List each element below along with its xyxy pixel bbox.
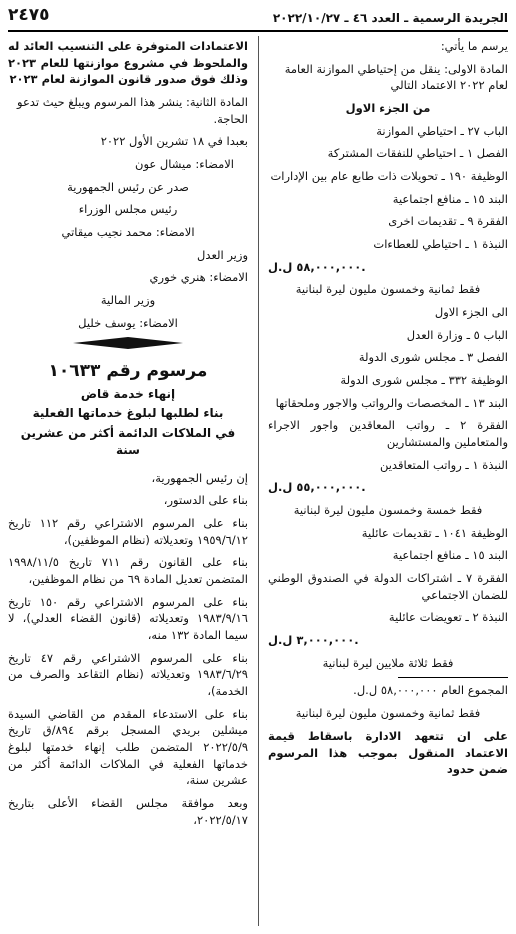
- paragraph: على ان تتعهد الادارة باسقاط قيمة الاعتماد المنقول بموجب هذا المرسوم ضمن حدود: [268, 728, 508, 777]
- paragraph: الامضاء: يوسف خليل: [78, 315, 178, 330]
- paragraph: بناء على المرسوم الاشتراعي رقم ١١٢ تاريخ ١٩٥٩/٦/١٢ وتعديلاته (نظام الموظفين)،: [8, 515, 248, 547]
- paragraph: فقط ثلاثة ملايين ليرة لبنانية: [322, 655, 454, 670]
- previous-decree-end: [8, 38, 248, 331]
- right-column: [268, 38, 508, 784]
- paragraph: النبذة ١ ـ احتياطي للعطاءات: [373, 237, 508, 252]
- paragraph: المادة الثانية: ينشر هذا المرسوم ويبلغ حيث تدعو الحاجة.: [17, 95, 248, 126]
- paragraph: فقط ثمانية وخمسون مليون ليرة لبنانية: [295, 282, 481, 297]
- column-divider: [258, 36, 259, 926]
- paragraph: وزير المالية: [100, 293, 156, 308]
- paragraph: يرسم ما يأتي:: [440, 39, 508, 53]
- paragraph: الامضاء: محمد نجيب ميقاتي: [61, 225, 195, 240]
- page-header: [8, 4, 508, 32]
- gazette-title: الجريدة الرسمية ـ العدد ٤٦ ـ ٢٠٢٢/١٠/٢٧: [272, 10, 508, 25]
- divider-ornament: [8, 337, 248, 349]
- paragraph: الفقرة ٩ ـ تقديمات اخرى: [388, 214, 508, 229]
- decree-subtitle: إنهاء خدمة قاض: [80, 387, 176, 402]
- paragraph: وبعد موافقة مجلس القضاء الأعلى بتاريخ ٢٠٢٢/٥/١٧،: [8, 796, 248, 827]
- paragraph: الفقرة ٢ ـ رواتب المعاقدين واجور الاجراء والمتعاملين والمستشارين: [268, 418, 508, 450]
- paragraph: الى الجزء الاول: [434, 305, 508, 320]
- paragraph: من الجزء الاول: [345, 101, 431, 116]
- paragraph: الوظيفة ٣٣٢ ـ مجلس شورى الدولة: [340, 373, 508, 388]
- paragraph: فقط ثمانية وخمسون مليون ليرة لبنانية: [295, 706, 481, 721]
- paragraph: النبذة ١ ـ رواتب المتعاقدين: [379, 457, 508, 472]
- decree-subtitle: بناء لطلبها لبلوغ خدماتها الفعلية: [32, 406, 224, 421]
- paragraph: المادة الاولى: ينقل من إحتياطي الموازنة العامة لعام ٢٠٢٢ الاعتماد التالي: [284, 61, 508, 93]
- sum-rule: [398, 677, 508, 678]
- paragraph: الفصل ٣ ـ مجلس شورى الدولة: [358, 350, 508, 365]
- paragraph: إن رئيس الجمهورية،: [151, 470, 248, 485]
- page-number: ٢٤٧٥: [8, 5, 50, 26]
- paragraph: وزير العدل: [197, 247, 248, 262]
- paragraph: الفصل ١ ـ احتياطي للنفقات المشتركة: [327, 146, 508, 161]
- paragraph: رئيس مجلس الوزراء: [78, 202, 178, 217]
- decree-body: [8, 470, 248, 829]
- left-column: [8, 38, 248, 834]
- paragraph: الامضاء: ميشال عون: [135, 157, 234, 172]
- paragraph: ٥٥,٠٠٠,٠٠٠ ل.ل.: [268, 480, 366, 495]
- paragraph: بناء على المرسوم الاشتراعي رقم ١٥٠ تاريخ ١٩٨٣/٩/١٦ وتعديلاته (قانون القضاء العدلي)، لا سيما المادة ١٣٢ منه،: [8, 594, 248, 642]
- decree-subtitle: في الملاكات الدائمة أكثر من عشرين سنة: [20, 425, 236, 458]
- paragraph: الباب ٥ ـ وزارة العدل: [406, 327, 508, 342]
- decree-title: مرسوم رقم ١٠٦٣٣: [48, 361, 208, 382]
- paragraph: الامضاء: هنري خوري: [149, 270, 248, 285]
- paragraph: ٣,٠٠٠,٠٠٠ ل.ل.: [268, 633, 359, 648]
- paragraph: الفقرة ٧ ـ اشتراكات الدولة في الصندوق الوطني للضمان الاجتماعي: [268, 571, 508, 602]
- paragraph: بناء على المرسوم الاشتراعي رقم ٤٧ تاريخ ١٩٨٣/٦/٢٩ وتعديلاته (نظام التقاعد والصرف من الخدمة)،: [8, 650, 248, 698]
- paragraph: النبذة ٢ ـ تعويضات عائلية: [388, 610, 508, 625]
- paragraph: الوظيفة ١٠٤١ ـ تقديمات عائلية: [361, 525, 508, 540]
- paragraph: البند ١٥ ـ منافع اجتماعية: [392, 548, 508, 563]
- paragraph: الاعتمادات المتوفرة على التنسيب العائد له والملحوظ في مشروع موازنتها للعام ٢٠٢٣ وذلك فوق صدور قانون الموازنة لعام ٢٠٢٣: [8, 39, 248, 87]
- paragraph: صدر عن رئيس الجمهورية: [67, 179, 189, 194]
- paragraph: بناء على الاستدعاء المقدم من القاضي السيدة ميشلين بريدي المسجل برقم ٨٩٤/ق تاريخ ٢٠٢٢/٥/٩ المتضمن طلب إنهاء خدمتها لبلوغ خدماتها الفعلية في الملاكات الدائمة أكثر من عشرين سنة،: [8, 706, 248, 788]
- paragraph: البند ١٥ ـ منافع اجتماعية: [392, 191, 508, 206]
- paragraph: ٥٨,٠٠٠,٠٠٠ ل.ل.: [268, 259, 366, 274]
- paragraph: بعبدا في ١٨ تشرين الأول ٢٠٢٢: [100, 134, 248, 149]
- paragraph: المجموع العام ٥٨,٠٠٠,٠٠٠ ل.ل.: [353, 683, 508, 698]
- paragraph: بناء على الدستور،: [163, 493, 248, 508]
- paragraph: الوظيفة ١٩٠ ـ تحويلات ذات طابع عام بين الإدارات: [270, 169, 508, 184]
- paragraph: الباب ٢٧ ـ احتياطي الموازنة: [376, 123, 508, 138]
- paragraph: بناء على القانون رقم ٧١١ تاريخ ١٩٩٨/١١/٥ المتضمن تعديل المادة ٦٩ من نظام الموظفين،: [8, 555, 248, 586]
- paragraph: فقط خمسة وخمسون مليون ليرة لبنانية: [293, 503, 483, 518]
- paragraph: البند ١٣ ـ المخصصات والرواتب والاجور وملحقاتها: [275, 395, 508, 410]
